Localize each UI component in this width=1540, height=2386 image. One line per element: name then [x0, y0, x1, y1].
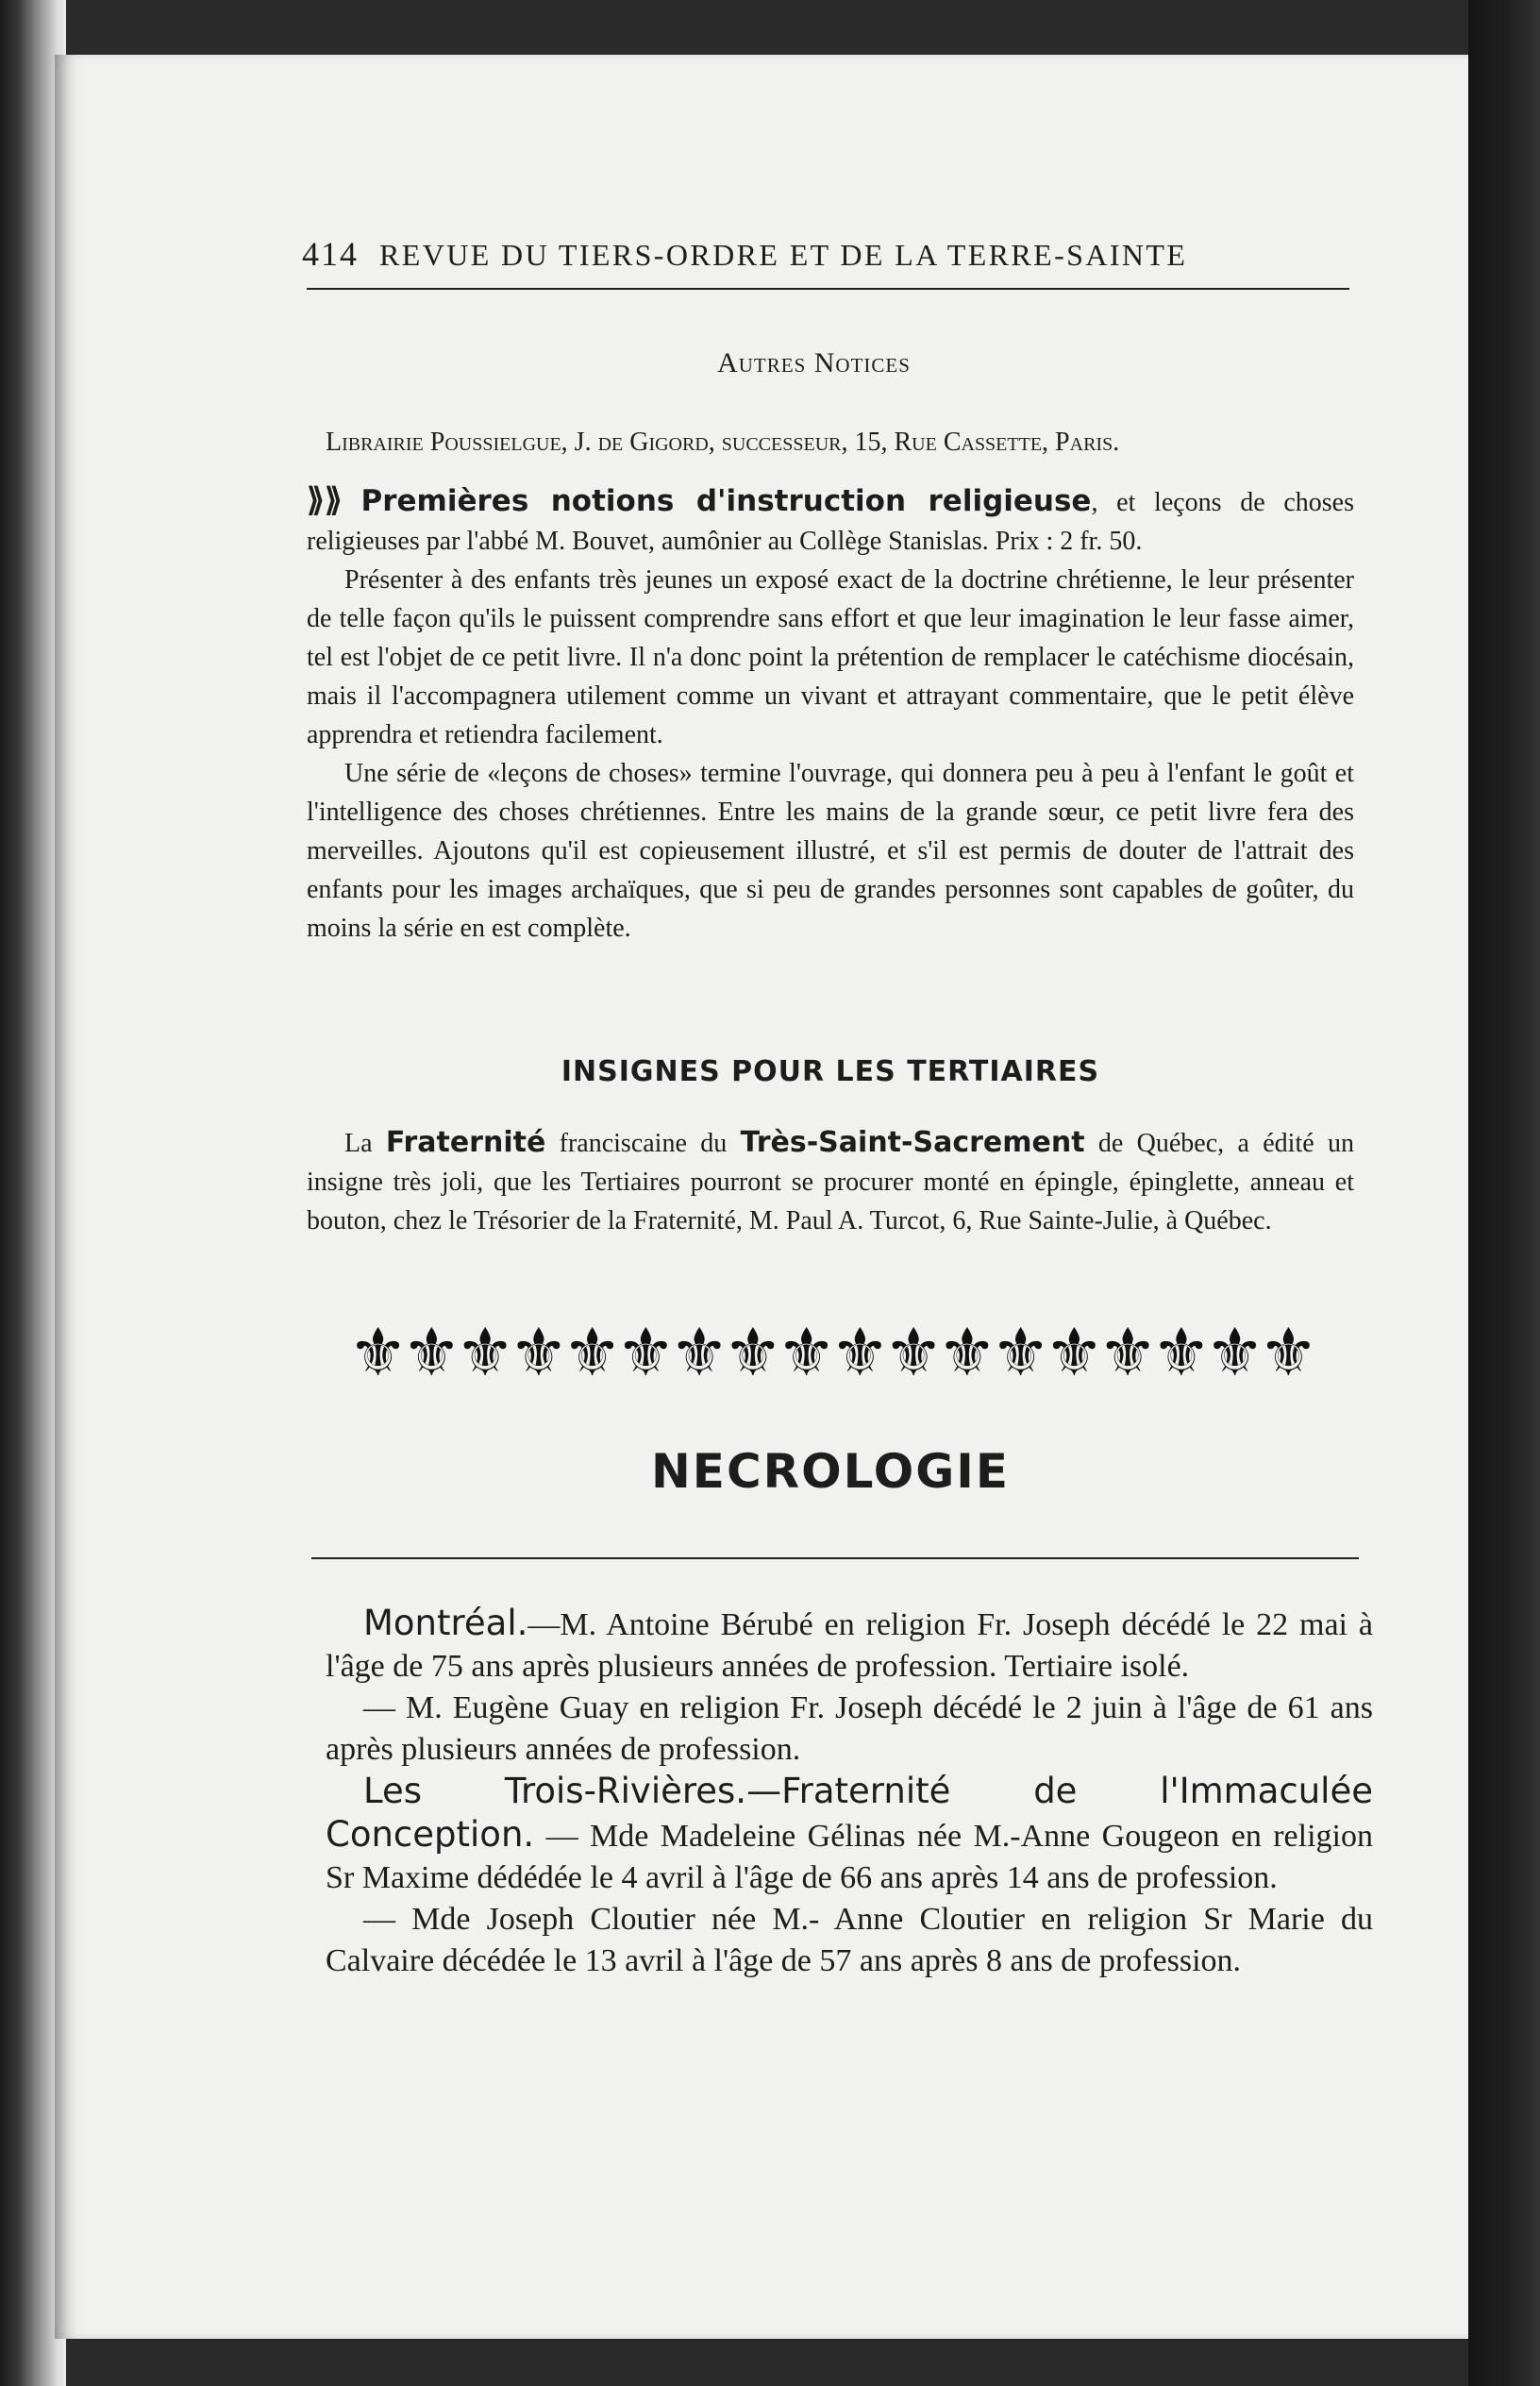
fleur-de-lis-ornament: ⚜⚜⚜⚜⚜⚜⚜⚜⚜⚜⚜⚜⚜⚜⚜⚜⚜⚜	[348, 1318, 1313, 1390]
section-heading-insignes: INSIGNES POUR LES TERTIAIRES	[561, 1055, 1100, 1088]
header-rule	[307, 288, 1349, 290]
insignes-paragraph	[307, 1123, 1354, 1240]
insignes-start: La	[344, 1129, 386, 1158]
sacrement-label: Très-Saint-Sacrement	[740, 1126, 1085, 1159]
insignes-text	[307, 1123, 1354, 1240]
necro-montreal-1-text: —M. Antoine Bérubé en religion Fr. Joseph décédé le 22 mai à l'âge de 75 ans après plusieurs années de profession. Tertiaire isolé.	[326, 1607, 1373, 1684]
page-number: 414	[302, 235, 359, 273]
book-ornament-icon: ⟫⟫	[307, 483, 343, 518]
publisher-line	[326, 423, 1354, 462]
book-notice	[307, 481, 1354, 948]
necrologie-rule	[311, 1557, 1359, 1559]
necro-montreal-2: — M. Eugène Guay en religion Fr. Joseph décédé le 2 juin à l'âge de 61 ans après plusieurs années de profession.	[326, 1690, 1373, 1767]
book-description: , et leçons de choses religieuses par l'abbé M. Bouvet, aumônier au Collège Stanislas. Prix : 2 fr. 50.	[307, 488, 1355, 556]
insignes-mid: franciscaine du	[545, 1129, 741, 1158]
fraternite-label: Fraternité	[385, 1126, 546, 1159]
necro-trois-1-text: — Mde Madeleine Gélinas née M.-Anne Gougeon en religion Sr Maxime dédédée le 4 avril à l'âge de 66 ans après 14 ans de profession.	[326, 1819, 1373, 1895]
book-entry	[307, 481, 1354, 561]
publisher-text: Librairie Poussielgue, J. de Gigord, successeur, 15, Rue Cassette, Paris.	[326, 428, 1120, 457]
book-paragraph-2: Une série de «leçons de choses» termine l'ouvrage, qui donnera peu à peu à l'enfant le goût et l'intelligence des choses chrétiennes. Entre les mains de la grande sœur, ce petit livre fera des merveilles. Ajoutons qu'il est copieusement illustré, et s'il est permis de douter de l'attrait des enfants pour les images archaïques, que si peu de grandes personnes sont capables de goûter, du moins la série en est complète.	[307, 759, 1354, 943]
book-paragraph-1: Présenter à des enfants très jeunes un exposé exact de la doctrine chrétienne, le leur présenter de telle façon qu'ils le puissent comprendre sans effort et que leur imagination le leur fasse aimer, tel est l'objet de ce petit livre. Il n'a donc point la prétention de remplacer le catéchisme diocésain, mais il l'accompagnera utilement comme un vivant et attrayant commentaire, que le petit élève apprendra et retiendra facilement.	[307, 565, 1354, 749]
necro-trois-1	[326, 1771, 1373, 1899]
necrologie-entries	[326, 1603, 1373, 1982]
city-trois-rivieres: Les Trois-Rivières.—Fraternité de l'Immaculée Conception.	[326, 1771, 1373, 1855]
city-montreal: Montréal.	[363, 1603, 528, 1643]
necro-montreal-1	[326, 1603, 1373, 1688]
necro-trois-2: — Mde Joseph Cloutier née M.- Anne Cloutier en religion Sr Marie du Calvaire décédée le 13 avril à l'âge de 57 ans après 8 ans de profession.	[326, 1902, 1373, 1978]
running-head-title: REVUE DU TIERS-ORDRE ET DE LA TERRE-SAINTE	[379, 238, 1188, 272]
section-heading-necrologie: NECROLOGIE	[650, 1444, 1011, 1499]
section-heading-autres-notices: Autres Notices	[717, 347, 911, 378]
insignes-rest: de Québec, a édité un insigne très joli, que les Tertiaires pourront se procurer monté en épingle, épinglette, anneau et bouton, chez le Trésorier de la Fraternité, M. Paul A. Turcot, 6, Rue Sainte-Julie, à Québec.	[307, 1129, 1354, 1235]
page-edge-shadow	[1468, 0, 1540, 2386]
running-head	[302, 234, 1368, 274]
book-title: Premières notions d'instruction religieuse	[360, 484, 1092, 518]
